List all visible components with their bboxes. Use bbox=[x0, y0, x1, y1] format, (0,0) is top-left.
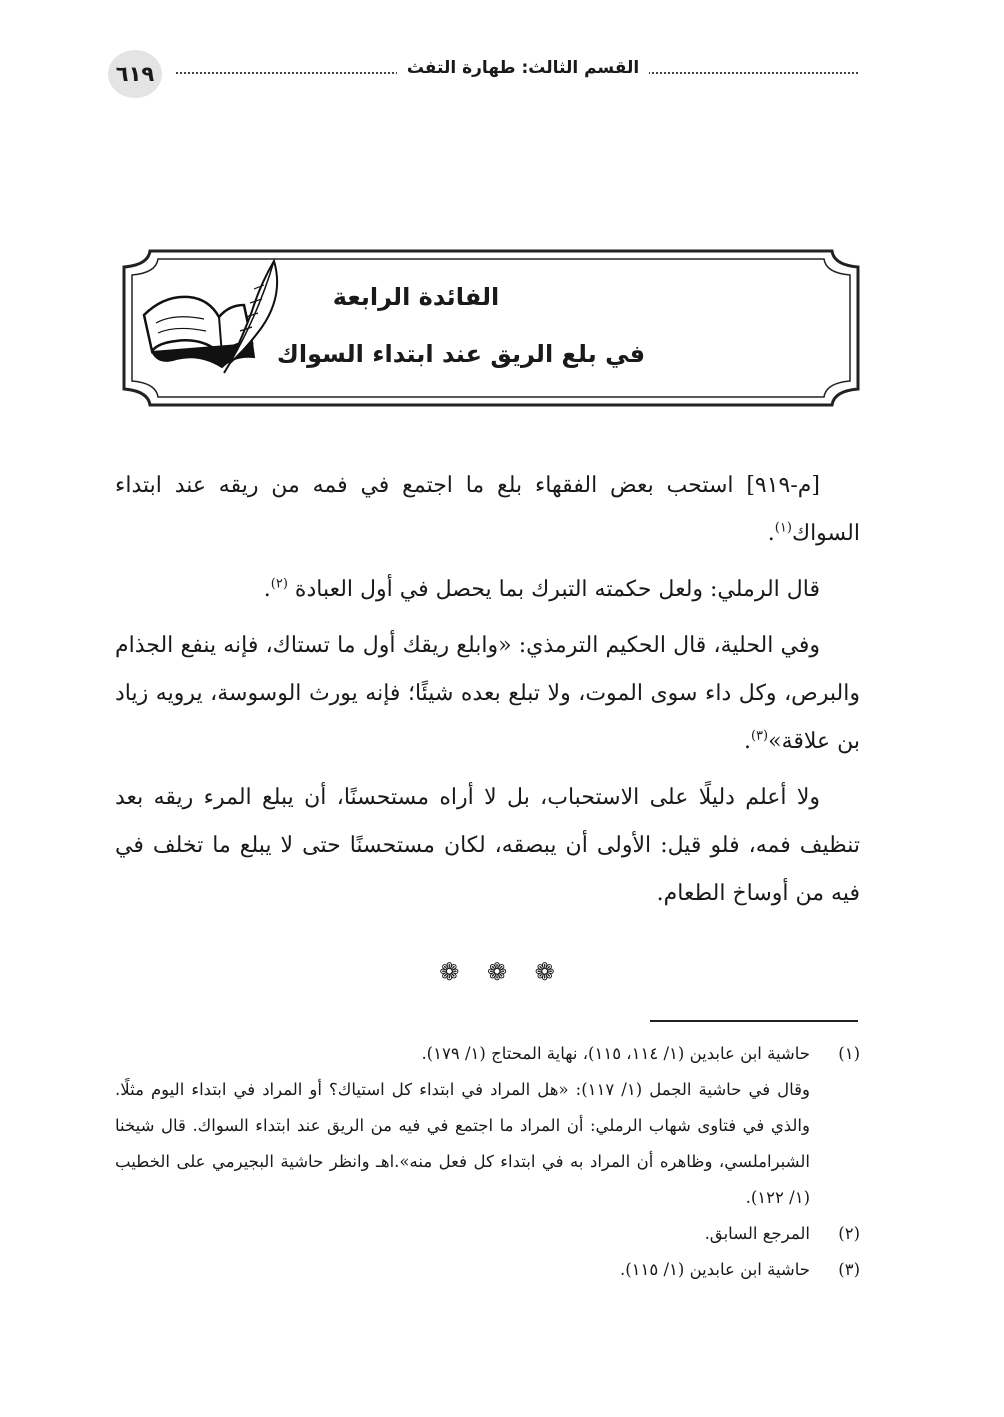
page-number: ٦١٩ bbox=[108, 50, 162, 98]
paragraph-end: . bbox=[263, 577, 271, 602]
paragraph-text: ولا أعلم دليلًا على الاستحباب، بل لا أراه مستحسنًا، أن يبلع المرء ريقه بعد تنظيف فمه، فلو قيل: الأولى أن يبصقه، لكان مستحسنًا حتى لا يبلع ما تخلف في فيه من أوساخ الطعام. bbox=[115, 785, 860, 906]
footnote-1 bbox=[115, 1036, 860, 1072]
main-text bbox=[115, 462, 860, 926]
paragraph-end: . bbox=[743, 729, 751, 754]
section-title: الفائدة الرابعة bbox=[332, 283, 500, 311]
footnote-number: (٣) bbox=[838, 1260, 860, 1279]
paragraph bbox=[115, 462, 860, 558]
section-subtitle: في بلع الريق عند ابتداء السواك bbox=[276, 340, 646, 368]
footnote-1-continuation: وقال في حاشية الجمل (١/ ١١٧): «هل المراد في ابتداء كل استياك؟ أو المراد في ابتداء اليوم مثلًا. والذي في فتاوى شهاب الرملي: أن المراد ما اجتمع في فيه من الريق عند ابتداء السواك. قال شيخنا الشبراملسي، وظاهره أن المراد به في ابتداء كل فعل منه».اهـ وانظر حاشية البجيرمي على الخطيب (١/ ١٢٢). bbox=[115, 1080, 811, 1207]
running-header bbox=[108, 50, 858, 98]
section-ornament: ❁ ❁ ❁ bbox=[439, 958, 565, 986]
footnote-number: (٢) bbox=[838, 1224, 860, 1243]
footnote-number: (١) bbox=[838, 1044, 860, 1063]
footnote-divider bbox=[650, 1020, 858, 1022]
paragraph-text: وفي الحلية، قال الحكيم الترمذي: «وابلع ريقك أول ما تستاك، فإنه ينفع الجذام والبرص، وكل داء سوى الموت، ولا تبلع بعده شيئًا؛ فإنه يورث الوسوسة، يرويه زياد بن علاقة» bbox=[115, 633, 861, 754]
footnote-ref[interactable]: (٣) bbox=[750, 728, 769, 744]
header-title bbox=[108, 58, 858, 78]
section-title-box bbox=[116, 243, 866, 413]
footnotes bbox=[115, 1036, 860, 1288]
paragraph bbox=[115, 566, 860, 614]
footnote-text: المرجع السابق. bbox=[704, 1224, 810, 1243]
paragraph bbox=[115, 774, 860, 918]
footnote-ref[interactable]: (١) bbox=[774, 520, 792, 536]
footnote-text: حاشية ابن عابدين (١/ ١١٥). bbox=[619, 1260, 810, 1279]
footnote-2 bbox=[115, 1216, 860, 1252]
paragraph bbox=[115, 622, 860, 766]
footnote-3 bbox=[115, 1252, 860, 1288]
paragraph-text: قال الرملي: ولعل حكمته التبرك بما يحصل في أول العبادة bbox=[287, 577, 820, 602]
footnote-ref[interactable]: (٢) bbox=[270, 576, 288, 592]
paragraph-end: . bbox=[767, 521, 775, 546]
header-title-text: القسم الثالث: طهارة التفث bbox=[397, 58, 649, 78]
footnote-text: حاشية ابن عابدين (١/ ١١٤، ١١٥)، نهاية المحتاج (١/ ١٧٩). bbox=[421, 1044, 810, 1063]
paragraph-text: [م-٩١٩] استحب بعض الفقهاء بلع ما اجتمع في فمه من ريقه عند ابتداء السواك bbox=[115, 473, 860, 546]
